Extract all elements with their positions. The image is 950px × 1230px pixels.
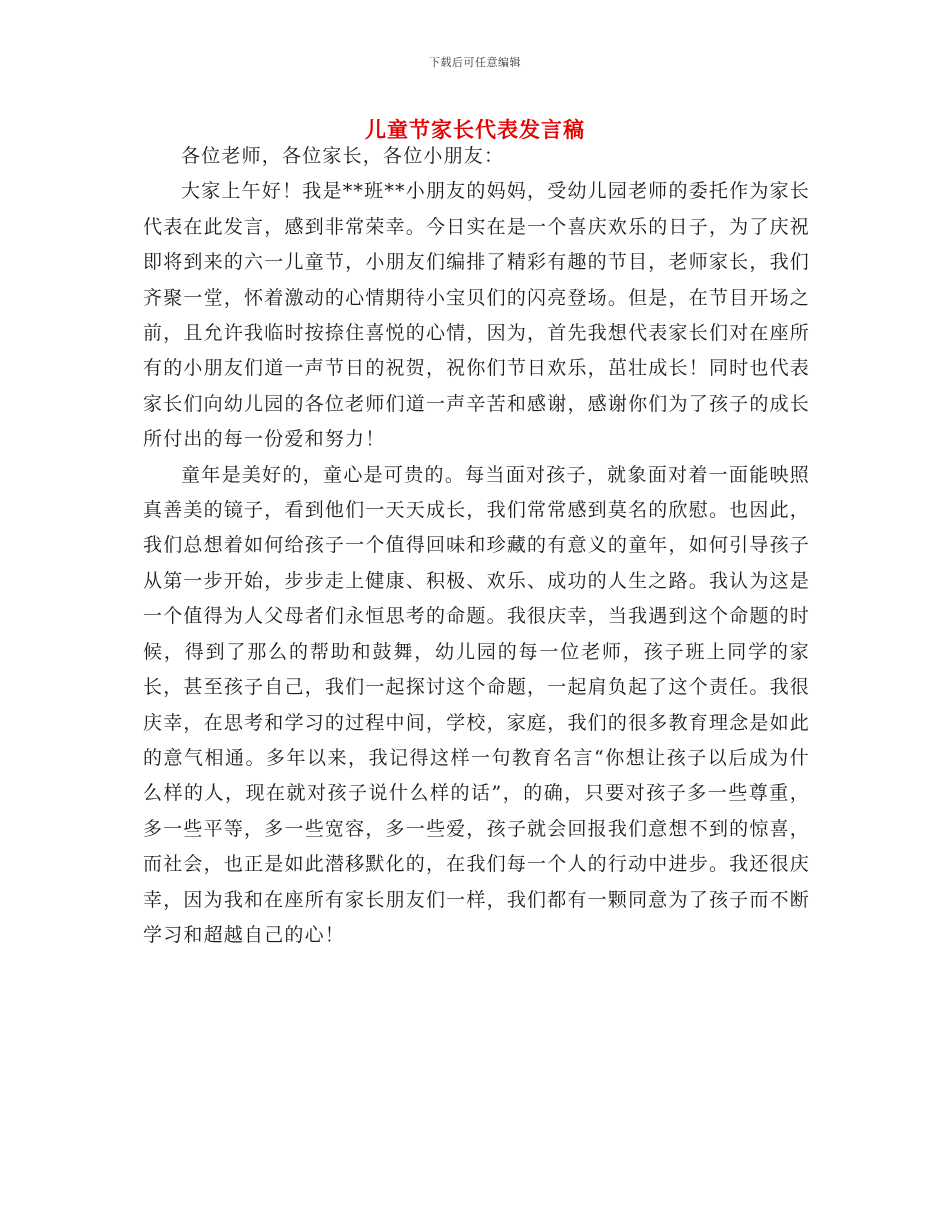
paragraph-1: 大家上午好！我是**班**小朋友的妈妈，受幼儿园老师的委托作为家长代表在此发言，感到非常荣幸。今日实在是一个喜庆欢乐的日子，为了庆祝即将到来的六一儿童节，小朋友们编排了精彩有趣的节目，老师家长，我们齐聚一堂，怀着激动的心情期待小宝贝们的闪亮登场。但是，在节目开场之前，且允许我临时按捺住喜悦的心情，因为，首先我想代表家长们对在座所有的小朋友们道一声节日的祝贺，祝你们节日欢乐，茁壮成长！同时也代表家长们向幼儿园的各位老师们道一声辛苦和感谢，感谢你们为了孩子的成长所付出的每一份爱和努力！: [143, 180, 810, 451]
document-body: [143, 139, 810, 953]
salutation: 各位老师，各位家长，各位小朋友：: [181, 145, 505, 167]
document-title: 儿童节家长代表发言稿: [365, 117, 585, 142]
header-note: 下载后可任意编辑: [429, 56, 521, 69]
paragraph-2: 童年是美好的，童心是可贵的。每当面对孩子，就象面对着一面能映照真善美的镜子，看到他们一天天成长，我们常常感到莫名的欣慰。也因此，我们总想着如何给孩子一个值得回味和珍藏的有意义的童年，如何引导孩子从第一步开始，步步走上健康、积极、欢乐、成功的人生之路。我认为这是一个值得为人父母者们永恒思考的命题。我很庆幸，当我遇到这个命题的时候，得到了那么的帮助和鼓舞，幼儿园的每一位老师，孩子班上同学的家长，甚至孩子自己，我们一起探讨这个命题，一起肩负起了这个责任。我很庆幸，在思考和学习的过程中间，学校，家庭，我们的很多教育理念是如此的意气相通。多年以来，我记得这样一句教育名言“你想让孩子以后成为什么样的人，现在就对孩子说什么样的话”，的确，只要对孩子多一些尊重，多一些平等，多一些宽容，多一些爱，孩子就会回报我们意想不到的惊喜，而社会，也正是如此潜移默化的，在我们每一个人的行动中进步。我还很庆幸，因为我和在座所有家长朋友们一样，我们都有一颗同意为了孩子而不断学习和超越自己的心！: [143, 463, 810, 946]
